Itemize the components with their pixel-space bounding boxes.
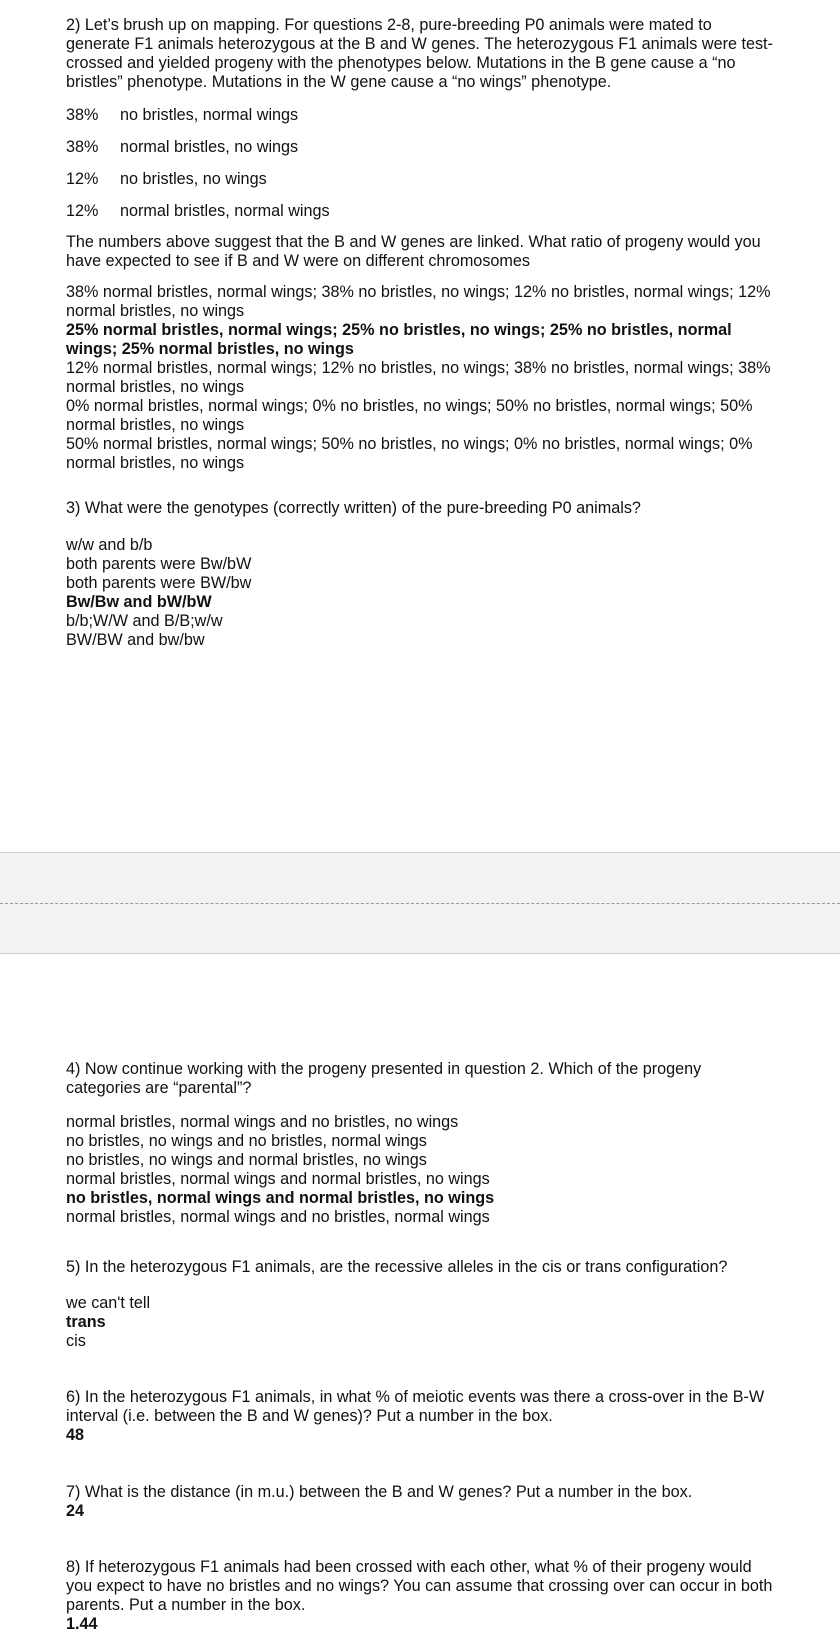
q8-question-text: 8) If heterozygous F1 animals had been crossed with each other, what % of their progeny would you expect to have no bristles and no wings? You can assume that crossing over can occur in both parents. Put a number in the box. xyxy=(66,1558,773,1614)
progeny-percent: 12% xyxy=(66,202,99,220)
question-6 xyxy=(66,1388,776,1445)
progeny-phenotype: normal bristles, no wings xyxy=(120,138,299,156)
answer-option[interactable]: 38% normal bristles, normal wings; 38% no bristles, no wings; 12% no bristles, normal wings; 12% normal bristles, no wings xyxy=(66,283,771,320)
answer-option[interactable]: normal bristles, normal wings and normal bristles, no wings xyxy=(66,1170,490,1188)
q5-options xyxy=(66,1294,776,1351)
page-break-band xyxy=(0,905,840,954)
q7-answer[interactable]: 24 xyxy=(66,1502,85,1520)
q4-question-text: 4) Now continue working with the progeny presented in question 2. Which of the progeny categories are “parental”? xyxy=(66,1060,702,1097)
q6-question-text: 6) In the heterozygous F1 animals, in what % of meiotic events was there a cross-over in the B-W interval (i.e. between the B and W genes)? Put a number in the box. xyxy=(66,1388,765,1425)
q2-question xyxy=(66,233,776,271)
question-2 xyxy=(66,16,776,92)
q4-options xyxy=(66,1113,776,1227)
progeny-row xyxy=(66,202,776,234)
answer-option[interactable]: cis xyxy=(66,1332,86,1350)
progeny-percent: 38% xyxy=(66,106,99,124)
question-5 xyxy=(66,1258,776,1277)
question-3 xyxy=(66,499,776,518)
answer-option[interactable]: both parents were BW/bw xyxy=(66,574,252,592)
answer-option[interactable]: w/w and b/b xyxy=(66,536,153,554)
q5-question-text: 5) In the heterozygous F1 animals, are the recessive alleles in the cis or trans configuration? xyxy=(66,1258,728,1276)
progeny-row xyxy=(66,138,776,170)
answer-option-selected[interactable]: 25% normal bristles, normal wings; 25% no bristles, no wings; 25% no bristles, normal wings; 25% normal bristles, no wings xyxy=(66,321,732,358)
answer-option[interactable]: 0% normal bristles, normal wings; 0% no bristles, no wings; 50% no bristles, normal wings; 50% normal bristles, no wings xyxy=(66,397,753,434)
answer-option[interactable]: both parents were Bw/bW xyxy=(66,555,252,573)
answer-option[interactable]: normal bristles, normal wings and no bristles, normal wings xyxy=(66,1208,490,1226)
progeny-percent: 12% xyxy=(66,170,99,188)
answer-option[interactable]: BW/BW and bw/bw xyxy=(66,631,205,649)
progeny-phenotype: normal bristles, normal wings xyxy=(120,202,330,220)
answer-option[interactable]: 50% normal bristles, normal wings; 50% no bristles, no wings; 0% no bristles, normal wings; 0% normal bristles, no wings xyxy=(66,435,753,472)
answer-option[interactable]: 12% normal bristles, normal wings; 12% no bristles, no wings; 38% no bristles, normal wings; 38% normal bristles, no wings xyxy=(66,359,771,396)
progeny-row xyxy=(66,106,776,138)
question-8 xyxy=(66,1558,776,1634)
progeny-row xyxy=(66,170,776,202)
q2-intro: 2) Let’s brush up on mapping. For questions 2-8, pure-breeding P0 animals were mated to generate F1 animals heterozygous at the B and W genes. The heterozygous F1 animals were test-crossed and yielded progeny with the phenotypes below. Mutations in the B gene cause a “no bristles” phenotype. Mutations in the W gene cause a “no wings” phenotype. xyxy=(66,16,773,91)
answer-option-selected[interactable]: trans xyxy=(66,1313,106,1331)
answer-option[interactable]: we can't tell xyxy=(66,1294,151,1312)
q7-question-text: 7) What is the distance (in m.u.) between the B and W genes? Put a number in the box. xyxy=(66,1483,693,1501)
q2-options xyxy=(66,283,776,473)
page-break-band xyxy=(0,852,840,906)
progeny-phenotype: no bristles, normal wings xyxy=(120,106,299,124)
answer-option-selected[interactable]: Bw/Bw and bW/bW xyxy=(66,593,212,611)
question-7 xyxy=(66,1483,776,1521)
answer-option[interactable]: normal bristles, normal wings and no bristles, no wings xyxy=(66,1113,459,1131)
q8-answer[interactable]: 1.44 xyxy=(66,1615,98,1633)
answer-option[interactable]: no bristles, no wings and no bristles, normal wings xyxy=(66,1132,427,1150)
q2-progeny-table xyxy=(66,106,776,234)
q2-question-text: The numbers above suggest that the B and W genes are linked. What ratio of progeny would you have expected to see if B and W were on different chromosomes xyxy=(66,233,761,270)
progeny-percent: 38% xyxy=(66,138,99,156)
page-break-line xyxy=(0,903,840,904)
answer-option[interactable]: no bristles, no wings and normal bristles, no wings xyxy=(66,1151,427,1169)
q6-answer[interactable]: 48 xyxy=(66,1426,85,1444)
q3-options xyxy=(66,536,776,650)
progeny-phenotype: no bristles, no wings xyxy=(120,170,267,188)
question-4 xyxy=(66,1060,776,1098)
q3-question-text: 3) What were the genotypes (correctly written) of the pure-breeding P0 animals? xyxy=(66,499,641,517)
answer-option-selected[interactable]: no bristles, normal wings and normal bristles, no wings xyxy=(66,1189,495,1207)
answer-option[interactable]: b/b;W/W and B/B;w/w xyxy=(66,612,223,630)
